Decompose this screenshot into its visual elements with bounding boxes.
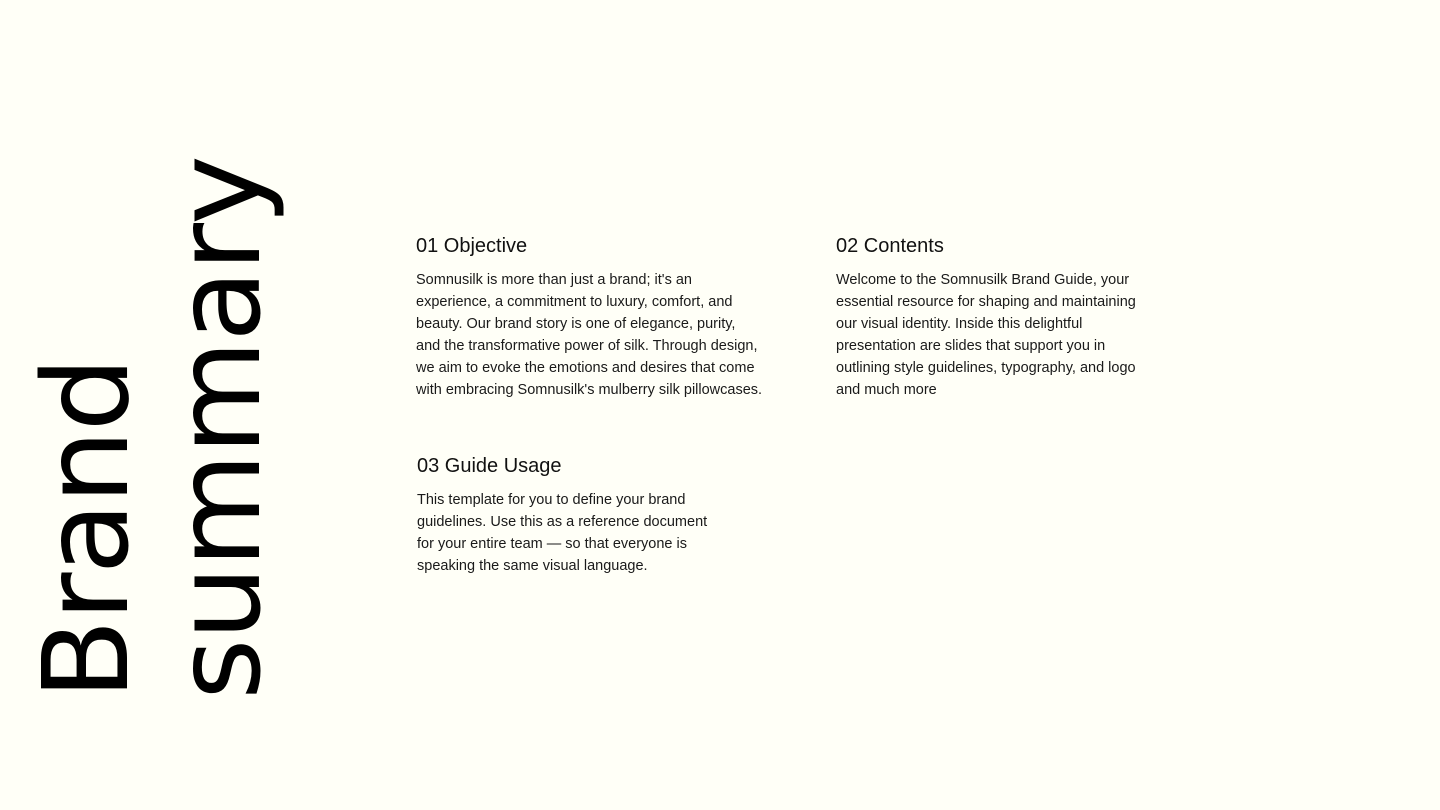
guide-usage-body: This template for you to define your brand guidelines. Use this as a reference document for your entire team — so that everyone is speaking the same visual language. (417, 492, 708, 574)
page-title (17, 157, 287, 700)
objective-body: Somnusilk is more than just a brand; it's an experience, a commitment to luxury, comfort, and beauty. Our brand story is one of elegance, purity, and the transformative power of silk. Through design, we aim to evoke the emotions and desires that come with embracing Somnusilk's mulberry silk pillowcases. (416, 272, 763, 398)
contents-heading: 02 Contents (836, 235, 944, 257)
guide-usage-heading: 03 Guide Usage (417, 455, 562, 477)
page-title-line-summary: summary (149, 157, 287, 700)
contents-section (836, 233, 1176, 401)
objective-section (416, 233, 796, 401)
contents-body: Welcome to the Somnusilk Brand Guide, your essential resource for shaping and maintaining our visual identity. Inside this delightful presentation are slides that support you in outlining style guidelines, typography, and logo and much more (836, 272, 1136, 398)
guide-usage-section (417, 453, 747, 577)
page-title-line-brand: Brand (17, 358, 155, 700)
objective-heading: 01 Objective (416, 235, 528, 257)
